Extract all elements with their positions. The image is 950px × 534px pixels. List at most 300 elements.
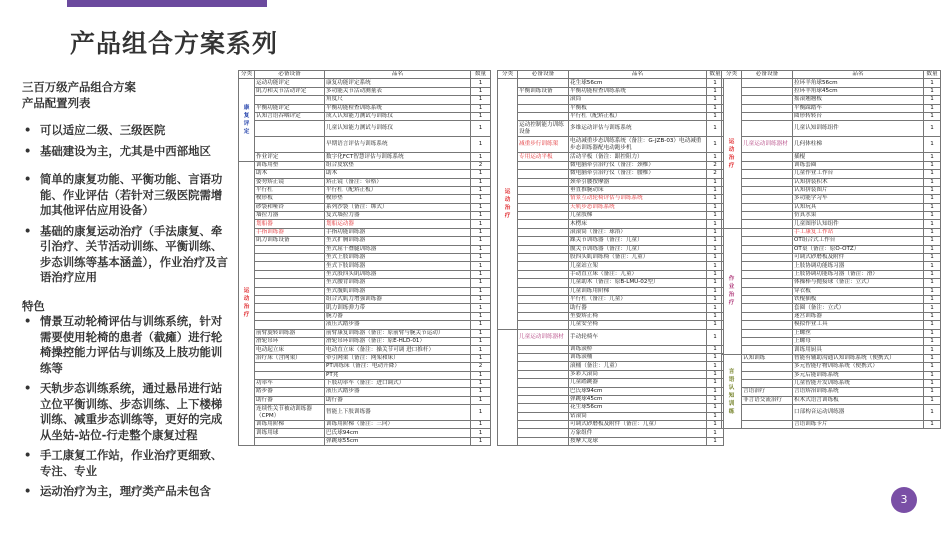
qty-cell: 1 bbox=[471, 245, 491, 253]
device-cell bbox=[518, 228, 569, 236]
qty-cell: 1 bbox=[924, 178, 941, 186]
name-cell: 训练滚桥 bbox=[569, 345, 707, 353]
device-cell: 平行杠 bbox=[255, 186, 325, 194]
device-cell bbox=[518, 270, 569, 278]
name-cell: 摇滚翘翘板 bbox=[793, 96, 924, 104]
name-cell: 坐姿矫正椅 bbox=[569, 312, 707, 320]
device-cell bbox=[518, 287, 569, 295]
table-row bbox=[498, 178, 724, 186]
qty-cell: 1 bbox=[707, 270, 724, 278]
device-cell bbox=[518, 170, 569, 178]
name-cell: 钻滚筒 bbox=[569, 412, 707, 420]
name-cell: 坐式腰背训练器 bbox=[325, 279, 471, 287]
table-row bbox=[722, 178, 941, 186]
header-cat: 分类 bbox=[722, 71, 742, 79]
qty-cell: 1 bbox=[707, 387, 724, 395]
qty-cell: 1 bbox=[707, 137, 724, 153]
qty-cell: 1 bbox=[707, 412, 724, 420]
name-cell: 股四头肌训练椅（备注：儿童） bbox=[569, 254, 707, 262]
name-cell: 液压式踏步器 bbox=[325, 321, 471, 329]
table-row bbox=[498, 153, 724, 161]
table-row bbox=[239, 421, 491, 429]
qty-cell: 1 bbox=[707, 220, 724, 228]
name-cell: 助行器 bbox=[569, 304, 707, 312]
table-row bbox=[498, 87, 724, 95]
table-row bbox=[498, 329, 724, 345]
qty-cell: 1 bbox=[924, 186, 941, 194]
name-cell: 滚桶（备注：儿童） bbox=[569, 362, 707, 370]
table-row bbox=[498, 212, 724, 220]
table-row bbox=[239, 312, 491, 320]
table-row bbox=[498, 321, 724, 329]
device-cell bbox=[255, 279, 325, 287]
qty-cell: 1 bbox=[924, 295, 941, 303]
device-cell bbox=[742, 346, 793, 354]
table-row bbox=[239, 79, 491, 87]
name-cell: 智能有辅助沟通认知训练系统（便携式） bbox=[793, 354, 924, 362]
device-cell bbox=[742, 304, 793, 312]
feature-heading: 特色 bbox=[22, 298, 45, 313]
name-cell: 坐式下肢训练器 bbox=[325, 262, 471, 270]
qty-cell: 1 bbox=[707, 321, 724, 329]
qty-cell: 1 bbox=[924, 137, 941, 153]
table-row bbox=[498, 421, 724, 429]
qty-cell: 1 bbox=[707, 279, 724, 287]
table-row bbox=[498, 254, 724, 262]
table-row bbox=[498, 195, 724, 203]
device-cell bbox=[255, 363, 325, 371]
name-cell: 体操棒与抛接球（备注：立式） bbox=[793, 279, 924, 287]
table-row bbox=[498, 362, 724, 370]
name-cell: 口部构音运动训练器 bbox=[793, 405, 924, 421]
table-header-row bbox=[722, 71, 941, 79]
name-cell: 儿童站立架 bbox=[569, 262, 707, 270]
qty-cell: 1 bbox=[924, 354, 941, 362]
table-row bbox=[722, 245, 941, 253]
table-row bbox=[498, 104, 724, 112]
qty-cell: 1 bbox=[924, 421, 941, 429]
qty-cell: 1 bbox=[924, 312, 941, 320]
qty-cell: 1 bbox=[471, 104, 491, 112]
table-row bbox=[498, 279, 724, 287]
bullet-item: • 基础建设为主，尤其是中西部地区 bbox=[22, 144, 232, 160]
qty-cell: 1 bbox=[471, 388, 491, 396]
name-cell: 平衡板 bbox=[569, 104, 707, 112]
qty-cell: 1 bbox=[707, 254, 724, 262]
device-cell bbox=[518, 370, 569, 378]
qty-cell: 2 bbox=[707, 170, 724, 178]
table-row bbox=[239, 346, 491, 354]
bullet-list-2 bbox=[22, 172, 232, 286]
device-cell bbox=[742, 170, 793, 178]
device-cell bbox=[518, 395, 569, 403]
table-row bbox=[722, 237, 941, 245]
name-cell: 认知玩具 bbox=[793, 203, 924, 211]
table-row bbox=[239, 270, 491, 278]
name-cell: 训练用厨具 bbox=[793, 346, 924, 354]
table-row bbox=[239, 437, 491, 445]
name-cell: PT凳 bbox=[325, 371, 471, 379]
category-cell: 言 语 认 知 训 练 bbox=[722, 354, 742, 429]
table-row bbox=[722, 388, 941, 396]
table-row bbox=[722, 254, 941, 262]
qty-cell: 1 bbox=[707, 362, 724, 370]
device-cell: 手指训练器 bbox=[255, 228, 325, 236]
name-cell: 肌力训练弹力带 bbox=[325, 304, 471, 312]
name-cell: 手指功能训练器 bbox=[325, 228, 471, 236]
device-cell: 训练用垫 bbox=[255, 161, 325, 169]
device-cell bbox=[518, 104, 569, 112]
qty-cell: 1 bbox=[471, 153, 491, 161]
header-name: 品名 bbox=[793, 71, 924, 79]
table-row bbox=[498, 404, 724, 412]
bullet-item: • 基础的康复运动治疗（手法康复、牵引治疗、关节活动训练、平衡训练、步态训练等基本涵盖），作业治疗及言语治疗应用 bbox=[22, 224, 232, 286]
name-cell: 儿童助木（备注：原B-LMU-02型） bbox=[569, 279, 707, 287]
header-qty: 数量 bbox=[924, 71, 941, 79]
device-cell bbox=[742, 295, 793, 303]
category-cell: 运 动 治 疗 bbox=[498, 79, 518, 329]
qty-cell: 1 bbox=[707, 329, 724, 345]
header-name: 品名 bbox=[325, 71, 471, 79]
table-row bbox=[722, 396, 941, 404]
table-row bbox=[722, 379, 941, 387]
qty-cell: 1 bbox=[924, 228, 941, 236]
table-row bbox=[498, 137, 724, 153]
name-cell: 训练滚桶 bbox=[569, 353, 707, 361]
table-row bbox=[722, 354, 941, 362]
table-row bbox=[722, 279, 941, 287]
device-cell bbox=[518, 79, 569, 87]
device-cell: 运动功能评定 bbox=[255, 79, 325, 87]
name-cell: 平行杠（备注：儿童） bbox=[569, 295, 707, 303]
device-cell: 功率车 bbox=[255, 379, 325, 387]
qty-cell: 1 bbox=[924, 279, 941, 287]
table-row bbox=[722, 220, 941, 228]
header-cat: 分类 bbox=[498, 71, 518, 79]
table-row bbox=[239, 363, 491, 371]
qty-cell: 1 bbox=[707, 153, 724, 161]
table-row bbox=[498, 304, 724, 312]
qty-cell: 1 bbox=[707, 429, 724, 437]
bullet-item: • 天轨步态训练系统，通过悬吊进行站立位平衡训练、步态训练、上下楼梯训练、减重步态训练等，更好的完成从坐姑-站位-行走整个康复过程 bbox=[22, 381, 232, 443]
name-cell: 早期语言评估与训练系统 bbox=[325, 137, 471, 153]
name-cell: 儿童安全椅 bbox=[569, 321, 707, 329]
qty-cell: 1 bbox=[471, 287, 491, 295]
qty-cell: 1 bbox=[924, 153, 941, 161]
qty-cell: 1 bbox=[924, 161, 941, 169]
device-cell bbox=[518, 362, 569, 370]
qty-cell: 1 bbox=[707, 104, 724, 112]
table-row bbox=[239, 178, 491, 186]
table-row bbox=[498, 345, 724, 353]
name-cell: 坐式扩胸训练器 bbox=[325, 237, 471, 245]
name-cell: 仿真水果 bbox=[793, 212, 924, 220]
name-cell: 滚滚筒（备注：球浴） bbox=[569, 228, 707, 236]
table-row bbox=[498, 270, 724, 278]
table-row bbox=[498, 395, 724, 403]
qty-cell: 1 bbox=[471, 396, 491, 404]
name-cell: 按摩大龙球 bbox=[569, 437, 707, 445]
name-cell: 下肢功率车（备注：进口调式） bbox=[325, 379, 471, 387]
qty-cell: 1 bbox=[707, 96, 724, 104]
qty-cell: 2 bbox=[471, 363, 491, 371]
name-cell: 多元后能训练系统 bbox=[793, 371, 924, 379]
table-row bbox=[722, 212, 941, 220]
table-row bbox=[498, 295, 724, 303]
qty-cell: 1 bbox=[471, 429, 491, 437]
device-cell bbox=[742, 178, 793, 186]
qty-cell: 1 bbox=[924, 329, 941, 337]
table-row bbox=[498, 312, 724, 320]
table-row bbox=[498, 379, 724, 387]
name-cell: 成人认知能力测试与训练仪 bbox=[325, 112, 471, 120]
qty-cell: 1 bbox=[707, 312, 724, 320]
table-row bbox=[239, 203, 491, 211]
bullet-item: • 可以适应二级、三级医院 bbox=[22, 123, 232, 139]
name-cell: 情景互动轮椅评估与训练系统 bbox=[569, 195, 707, 203]
table-row bbox=[722, 346, 941, 354]
qty-cell: 1 bbox=[707, 421, 724, 429]
device-cell: 训练用阶梯 bbox=[255, 421, 325, 429]
device-cell: 连续性关节被动训练器（CPM） bbox=[255, 405, 325, 421]
table-row bbox=[239, 329, 491, 337]
table-row bbox=[722, 79, 941, 87]
device-cell bbox=[742, 405, 793, 421]
header-device: 必备设备 bbox=[255, 71, 325, 79]
qty-cell: 1 bbox=[707, 370, 724, 378]
table-row bbox=[498, 220, 724, 228]
device-cell: 前臂旋转训练器 bbox=[255, 329, 325, 337]
name-cell: 上螺母 bbox=[793, 337, 924, 345]
bullet-item: • 情景互动轮椅评估与训练系统，针对需要使用轮椅的患者（截瘫）进行轮椅操控能力评估与训练及上肢功能训练等 bbox=[22, 314, 232, 376]
device-cell bbox=[742, 112, 793, 120]
qty-cell: 1 bbox=[707, 79, 724, 87]
qty-cell: 1 bbox=[707, 186, 724, 194]
name-cell: 颈牵引腰按摩器 bbox=[569, 178, 707, 186]
device-cell bbox=[518, 195, 569, 203]
device-cell bbox=[518, 412, 569, 420]
qty-cell: 1 bbox=[924, 262, 941, 270]
qty-cell: 1 bbox=[471, 304, 491, 312]
qty-cell: 1 bbox=[924, 337, 941, 345]
header-cat: 分类 bbox=[239, 71, 255, 79]
name-cell: 微电脑牵引治疗仪（备注：颈椎） bbox=[569, 161, 707, 169]
name-cell: 穿衣板 bbox=[793, 287, 924, 295]
device-cell: 非言语交流治疗 bbox=[742, 396, 793, 404]
device-cell bbox=[742, 161, 793, 169]
table-row bbox=[239, 304, 491, 312]
table-row bbox=[239, 153, 491, 161]
bullet-item: • 手工康复工作站，作业治疗更细致、专注、专业 bbox=[22, 448, 232, 479]
table-row bbox=[239, 295, 491, 303]
device-cell: 专用运动平板 bbox=[518, 153, 569, 161]
qty-cell: 1 bbox=[707, 203, 724, 211]
name-cell: 儿童踏跳器 bbox=[569, 379, 707, 387]
device-cell: 作业评定 bbox=[255, 153, 325, 161]
qty-cell: 1 bbox=[924, 346, 941, 354]
device-cell bbox=[255, 295, 325, 303]
name-cell: 矫正镜（备注：带格） bbox=[325, 178, 471, 186]
name-cell: 训练套圈 bbox=[793, 161, 924, 169]
qty-cell: 2 bbox=[471, 161, 491, 169]
qty-cell: 1 bbox=[924, 363, 941, 371]
name-cell: 巴氏球94cm bbox=[569, 387, 707, 395]
table-row bbox=[239, 121, 491, 137]
device-cell bbox=[255, 371, 325, 379]
device-cell bbox=[742, 220, 793, 228]
table-row bbox=[239, 429, 491, 437]
qty-cell: 1 bbox=[471, 346, 491, 354]
qty-cell: 1 bbox=[471, 262, 491, 270]
qty-cell: 1 bbox=[471, 354, 491, 362]
table-row bbox=[239, 354, 491, 362]
table-row bbox=[239, 337, 491, 345]
name-cell: 木楞床 bbox=[569, 220, 707, 228]
device-cell bbox=[518, 112, 569, 120]
device-cell: 助木 bbox=[255, 170, 325, 178]
name-cell: 电动减重步态训练系统（备注：G-JZB-03）电动减重步态训练器配电动跑步机 bbox=[569, 137, 707, 153]
qty-cell: 1 bbox=[924, 87, 941, 95]
qty-cell: 1 bbox=[471, 237, 491, 245]
device-cell bbox=[518, 186, 569, 194]
device-cell bbox=[255, 137, 325, 153]
name-cell: 圆形转转台 bbox=[793, 112, 924, 120]
category-cell bbox=[498, 329, 518, 446]
name-cell: 助行器 bbox=[325, 396, 471, 404]
bullet-list-3 bbox=[22, 314, 232, 500]
bullet-list-1 bbox=[22, 123, 232, 159]
device-cell: 认知训练 bbox=[742, 354, 793, 362]
device-cell bbox=[742, 337, 793, 345]
table-row bbox=[498, 412, 724, 420]
product-table-1 bbox=[238, 70, 491, 446]
name-cell: 液压式踏步器 bbox=[325, 388, 471, 396]
name-cell: 弹跳球45cm bbox=[569, 395, 707, 403]
table-row bbox=[239, 379, 491, 387]
qty-cell: 1 bbox=[707, 295, 724, 303]
qty-cell: 1 bbox=[924, 388, 941, 396]
qty-cell: 1 bbox=[471, 379, 491, 387]
name-cell: 多维运动评估与训练系统 bbox=[569, 121, 707, 137]
device-cell: 治疗床（含网架） bbox=[255, 354, 325, 362]
name-cell: 儿童作业工作台 bbox=[793, 170, 924, 178]
name-cell: 多功能学习车 bbox=[793, 195, 924, 203]
qty-cell: 1 bbox=[471, 203, 491, 211]
device-cell bbox=[742, 279, 793, 287]
qty-cell: 1 bbox=[924, 170, 941, 178]
device-cell: 训练用球 bbox=[255, 429, 325, 437]
table-row bbox=[498, 79, 724, 87]
qty-cell: 1 bbox=[924, 270, 941, 278]
name-cell: 几何体柱梯 bbox=[793, 137, 924, 153]
table-row bbox=[722, 137, 941, 153]
qty-cell: 1 bbox=[471, 321, 491, 329]
name-cell: 儿童训练用阶梯 bbox=[569, 287, 707, 295]
device-cell bbox=[518, 321, 569, 329]
qty-cell: 1 bbox=[707, 87, 724, 95]
page-number: 3 bbox=[891, 487, 917, 513]
qty-cell: 1 bbox=[924, 195, 941, 203]
name-cell: 儿童认知训练组件 bbox=[793, 121, 924, 137]
name-cell: 腕力器 bbox=[325, 312, 471, 320]
name-cell: PT训练床（备注：电动升降） bbox=[325, 363, 471, 371]
device-cell bbox=[518, 220, 569, 228]
name-cell: 滚筒 bbox=[569, 96, 707, 104]
name-cell: 多彩大滚筒 bbox=[569, 370, 707, 378]
table-row bbox=[239, 104, 491, 112]
table-row bbox=[722, 203, 941, 211]
device-cell bbox=[518, 304, 569, 312]
name-cell: 模拟作业工具 bbox=[793, 321, 924, 329]
device-cell: 肌力训练设备 bbox=[255, 237, 325, 245]
table-row bbox=[498, 370, 724, 378]
name-cell: 微电脑牵引治疗仪（备注：腰椎） bbox=[569, 170, 707, 178]
name-cell: 滑轮吊环训练器（备注：原E-HLD-01） bbox=[325, 337, 471, 345]
qty-cell: 1 bbox=[471, 254, 491, 262]
qty-cell: 1 bbox=[924, 112, 941, 120]
device-cell bbox=[518, 237, 569, 245]
name-cell: 套圈（备注：立式） bbox=[793, 304, 924, 312]
table-row bbox=[498, 170, 724, 178]
qty-cell: 1 bbox=[471, 371, 491, 379]
qty-cell: 1 bbox=[471, 170, 491, 178]
table-row bbox=[498, 262, 724, 270]
device-cell bbox=[742, 237, 793, 245]
qty-cell: 1 bbox=[707, 345, 724, 353]
device-cell bbox=[255, 437, 325, 445]
name-cell: 花生球56cm bbox=[569, 404, 707, 412]
qty-cell: 1 bbox=[707, 228, 724, 236]
device-cell bbox=[518, 212, 569, 220]
bullet-item: • 简单的康复功能、平衡功能、言语功能、作业评估（若针对三级医院需增加其他评估应用设备） bbox=[22, 172, 232, 219]
qty-cell: 1 bbox=[924, 396, 941, 404]
table-3-wrap bbox=[721, 70, 941, 429]
device-cell bbox=[518, 254, 569, 262]
table-row bbox=[722, 121, 941, 137]
table-row bbox=[498, 112, 724, 120]
name-cell: 髋关节训练器（备注：儿童） bbox=[569, 245, 707, 253]
table-row bbox=[722, 295, 941, 303]
table-row bbox=[239, 396, 491, 404]
table-row bbox=[239, 245, 491, 253]
table-row bbox=[722, 104, 941, 112]
table-row bbox=[722, 321, 941, 329]
name-cell: 复式墙拉力器 bbox=[325, 212, 471, 220]
table-row bbox=[498, 203, 724, 211]
name-cell: 组合皮软垫 bbox=[325, 161, 471, 169]
name-cell: OT组合式工作台 bbox=[793, 237, 924, 245]
name-cell: 平行杠（配矫正板） bbox=[569, 112, 707, 120]
qty-cell: 1 bbox=[471, 228, 491, 236]
table-row bbox=[498, 437, 724, 445]
table-row bbox=[239, 228, 491, 236]
device-cell bbox=[518, 203, 569, 211]
name-cell: 平衡踩踏车 bbox=[793, 104, 924, 112]
table-row bbox=[722, 96, 941, 104]
qty-cell: 1 bbox=[471, 79, 491, 87]
device-cell bbox=[518, 295, 569, 303]
name-cell: 康复功能评定系统 bbox=[325, 79, 471, 87]
name-cell: 拉环羊角球45cm bbox=[793, 87, 924, 95]
qty-cell: 1 bbox=[924, 379, 941, 387]
table-row bbox=[722, 112, 941, 120]
device-cell bbox=[518, 312, 569, 320]
device-cell: 砂袋和哑铃 bbox=[255, 203, 325, 211]
table-row bbox=[722, 287, 941, 295]
device-cell: 姿势矫正镜 bbox=[255, 178, 325, 186]
qty-cell: 1 bbox=[924, 121, 941, 137]
name-cell: 儿童肢梯 bbox=[569, 212, 707, 220]
